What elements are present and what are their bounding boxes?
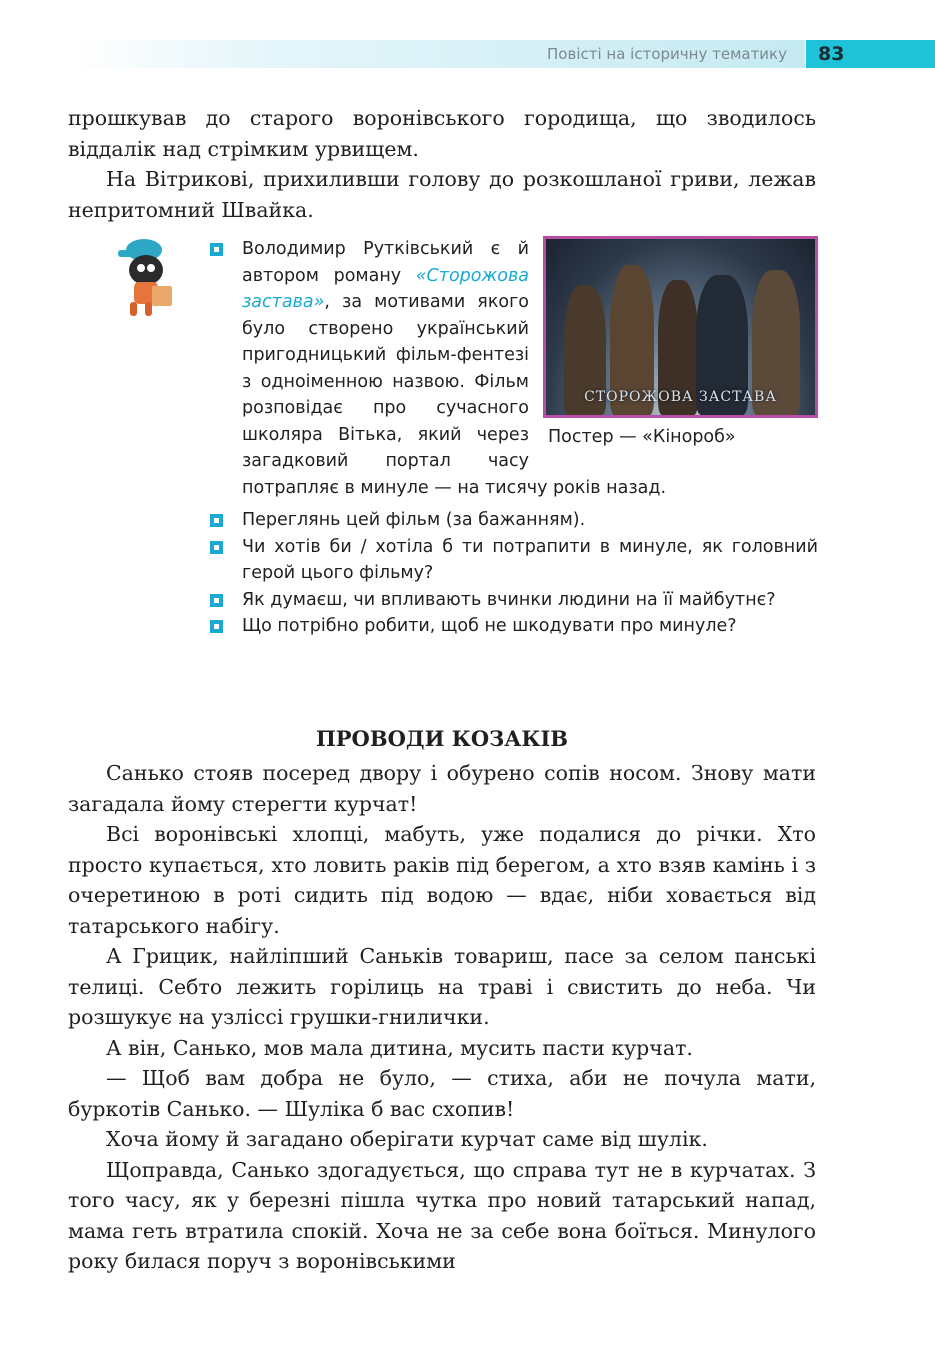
novel-title-link[interactable]: «Сторожова застава»	[242, 265, 529, 312]
bullet-square-icon	[210, 514, 223, 527]
running-title: Повісті на історичну тематику	[547, 45, 787, 63]
question-item	[210, 613, 818, 640]
story-paragraph: Хоча йому й загадано оберігати курчат саме від шулік.	[106, 1127, 708, 1151]
story-paragraph: Всі воронівські хлопці, мабуть, уже подалися до річки. Хто просто купається, хто ловить раків під берегом, а хто взяв камінь і з очеретиною в роті сидить під водою — вдає, ніби ховається від татарського набігу.	[68, 822, 816, 938]
info-text-before-link: Володимир Рутківський є й автором роману	[242, 239, 529, 286]
info-box	[210, 236, 818, 640]
question-text: Чи хотів би / хотіла б ти потрапити в минуле, як головний герой цього фільму?	[242, 536, 818, 583]
section-title: ПРОВОДИ КОЗАКІВ	[315, 726, 569, 751]
intro-paragraph-2: На Вітрикові, прихиливши голову до розкошланої гриви, лежав непритомний Швайка.	[68, 167, 816, 222]
story-paragraph: Щоправда, Санько здогадується, що справа тут не в курчатах. З того часу, як у березні пішла чутка про новий татарський напад, мама геть втратила спокій. Хоча не за себе вона боїться. Минулого року билася поруч з воронівськими	[68, 1157, 816, 1273]
bullet-square-icon	[210, 243, 223, 256]
question-text: Як думаєш, чи впливають вчинки людини на її майбутнє?	[242, 589, 776, 610]
bullet-square-icon	[210, 594, 223, 607]
movie-poster-image	[543, 236, 818, 418]
story-paragraph: — Щоб вам добра не було, — стиха, аби не почула мати, буркотів Санько. — Шуліка б вас схопив!	[68, 1066, 816, 1121]
movie-poster-figure	[543, 236, 818, 451]
intro-paragraph-1: прошкував до старого воронівського городища, що зводилось віддалік над стрімким урвищем.	[68, 106, 816, 161]
intro-text	[68, 103, 816, 225]
bullet-square-icon	[210, 541, 223, 554]
poster-caption: Постер — «Кінороб»	[548, 427, 736, 447]
story-paragraph: Санько стояв посеред двору і обурено сопів носом. Знову мати загадала йому стерегти курчат!	[68, 761, 816, 816]
story-paragraph: А Грицик, найліпший Саньків товариш, пасе за селом панські телиці. Себто лежить горілиць на траві і свистить до неба. Чи розшукує на узліссі грушки-гнилички.	[68, 944, 816, 1029]
story-text	[68, 758, 816, 1277]
cartoon-mascot-icon	[108, 236, 178, 318]
question-text: Переглянь цей фільм (за бажанням).	[242, 510, 586, 530]
story-paragraph: А він, Санько, мов мала дитина, мусить пасти курчат.	[106, 1035, 693, 1060]
question-item	[210, 534, 818, 587]
question-item	[210, 507, 818, 534]
bullet-square-icon	[210, 620, 223, 633]
info-item-author	[210, 236, 818, 501]
question-item	[210, 587, 818, 614]
question-text: Що потрібно робити, щоб не шкодувати про минуле?	[242, 616, 737, 636]
poster-title: СТОРОЖОВА ЗАСТАВА	[584, 389, 777, 405]
page-number: 83	[806, 40, 935, 68]
info-text-after-link: , за мотивами якого було створено український пригодницький фільм-фентезі з одноіменною назвою. Фільм розповідає про сучасного школяра Вітька, який через загадковий портал часу потрапляє в минуле — на тисячу років назад.	[242, 292, 667, 498]
